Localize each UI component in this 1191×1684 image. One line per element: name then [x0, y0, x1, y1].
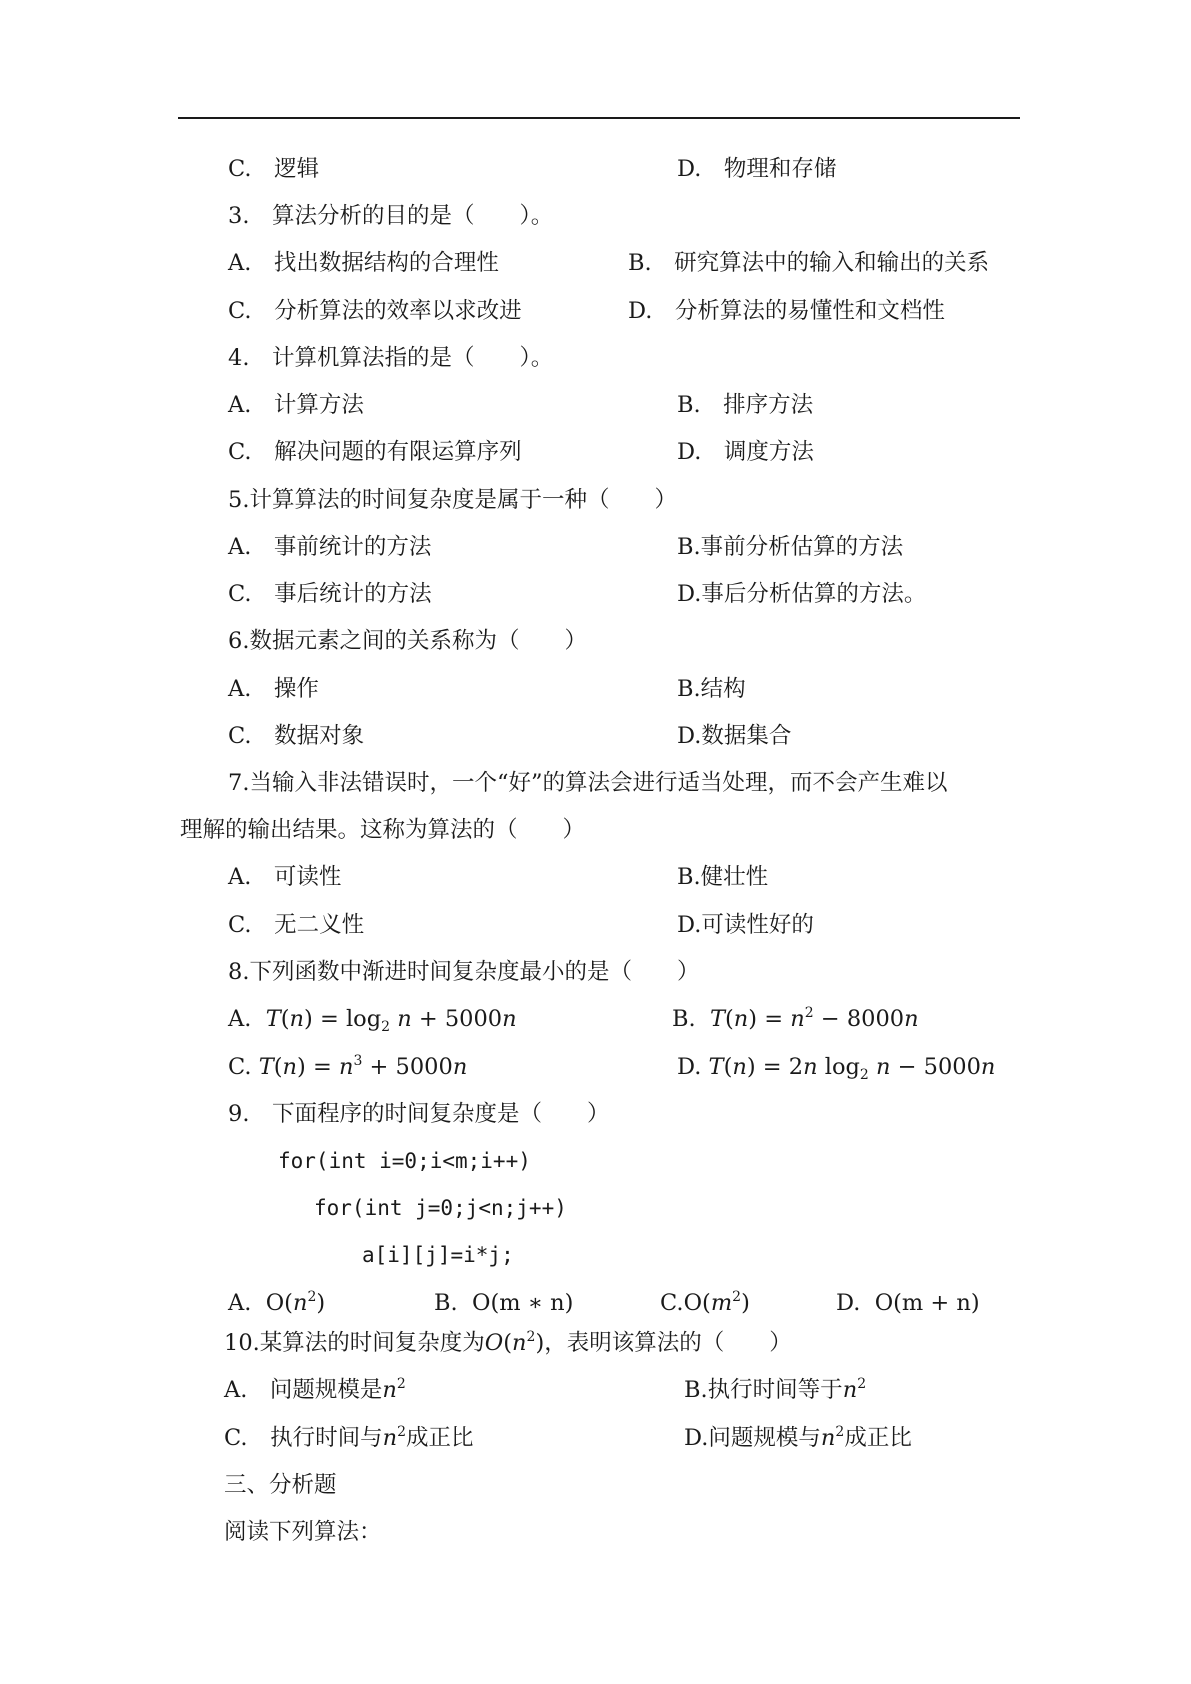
q4-option-b: B. 排序方法	[677, 392, 814, 418]
q3-option-a: A. 找出数据结构的合理性	[228, 250, 499, 276]
q7-option-a: A. 可读性	[228, 864, 342, 890]
q8-option-c: C. $T(n) = n^3 + 5000n$	[228, 1053, 468, 1080]
q2-option-d: D. 物理和存储	[677, 156, 837, 182]
code-line-3: a[i][j]=i*j;	[362, 1243, 514, 1267]
q4-option-c: C. 解决问题的有限运算序列	[228, 439, 522, 465]
question-5: 5.计算算法的时间复杂度是属于一种（ ）	[228, 487, 677, 513]
section-3-heading: 三、分析题	[224, 1472, 337, 1498]
q6-option-d: D.数据集合	[677, 723, 792, 749]
q7-option-d: D.可读性好的	[677, 912, 814, 938]
read-algorithm-prompt: 阅读下列算法：	[224, 1519, 382, 1545]
q9-option-a: A. $O(n^2)$	[228, 1289, 326, 1316]
q6-option-a: A. 操作	[228, 676, 319, 702]
q10-option-c: C. 执行时间与$n^2$成正比	[224, 1424, 474, 1451]
question-8: 8.下列函数中渐进时间复杂度最小的是（ ）	[228, 959, 700, 985]
q10-option-b: B.执行时间等于$n^2$	[684, 1376, 867, 1403]
question-7-line-2: 理解的输出结果。这称为算法的（ ）	[180, 817, 586, 843]
question-10: 10.某算法的时间复杂度为$O(n^2)$，表明该算法的（ ）	[224, 1329, 792, 1356]
q5-option-b: B.事前分析估算的方法	[677, 534, 904, 560]
question-3: 3. 算法分析的目的是（ ）。	[228, 203, 554, 229]
q6-option-b: B.结构	[677, 676, 746, 702]
q8-option-d: D. T(n) = 2n $\log_2 n - 5000n$	[677, 1054, 996, 1083]
q4-option-a: A. 计算方法	[228, 392, 364, 418]
code-line-2: for(int j=0;j<n;j++)	[314, 1196, 567, 1220]
q9-option-b: B. O(m ∗ n)	[434, 1290, 574, 1316]
q7-option-c: C. 无二义性	[228, 912, 365, 938]
header-rule	[178, 117, 1020, 119]
code-line-1: for(int i=0;i<m;i++)	[278, 1149, 531, 1173]
q3-option-d: D. 分析算法的易懂性和文档性	[628, 298, 945, 324]
q10-option-a: A. 问题规模是$n^2$	[224, 1376, 406, 1403]
q3-option-b: B. 研究算法中的输入和输出的关系	[628, 250, 990, 276]
q9-option-c: $C.O(m^2)$	[660, 1289, 750, 1316]
q10-option-d: D.问题规模与$n^2$成正比	[684, 1424, 912, 1451]
q4-option-d: D. 调度方法	[677, 439, 814, 465]
q8-option-a: A. $T(n) = \log_2 n + 5000n$	[228, 1006, 517, 1035]
q2-option-c: C. 逻辑	[228, 156, 320, 182]
question-4: 4. 计算机算法指的是（ ）。	[228, 345, 554, 371]
question-9: 9. 下面程序的时间复杂度是（ ）	[228, 1101, 610, 1127]
q9-option-d: D. O(m + n)	[836, 1290, 980, 1316]
q8-option-b: B. $T(n) = n^2 - 8000n$	[672, 1005, 919, 1032]
q5-option-c: C. 事后统计的方法	[228, 581, 432, 607]
q6-option-c: C. 数据对象	[228, 723, 365, 749]
question-7-line-1: 7.当输入非法错误时，一个“好”的算法会进行适当处理，而不会产生难以	[228, 770, 948, 796]
q5-option-d: D.事后分析估算的方法。	[677, 581, 927, 607]
question-6: 6.数据元素之间的关系称为（ ）	[228, 628, 587, 654]
q7-option-b: B.健壮性	[677, 864, 769, 890]
q5-option-a: A. 事前统计的方法	[228, 534, 432, 560]
q3-option-c: C. 分析算法的效率以求改进	[228, 298, 522, 324]
